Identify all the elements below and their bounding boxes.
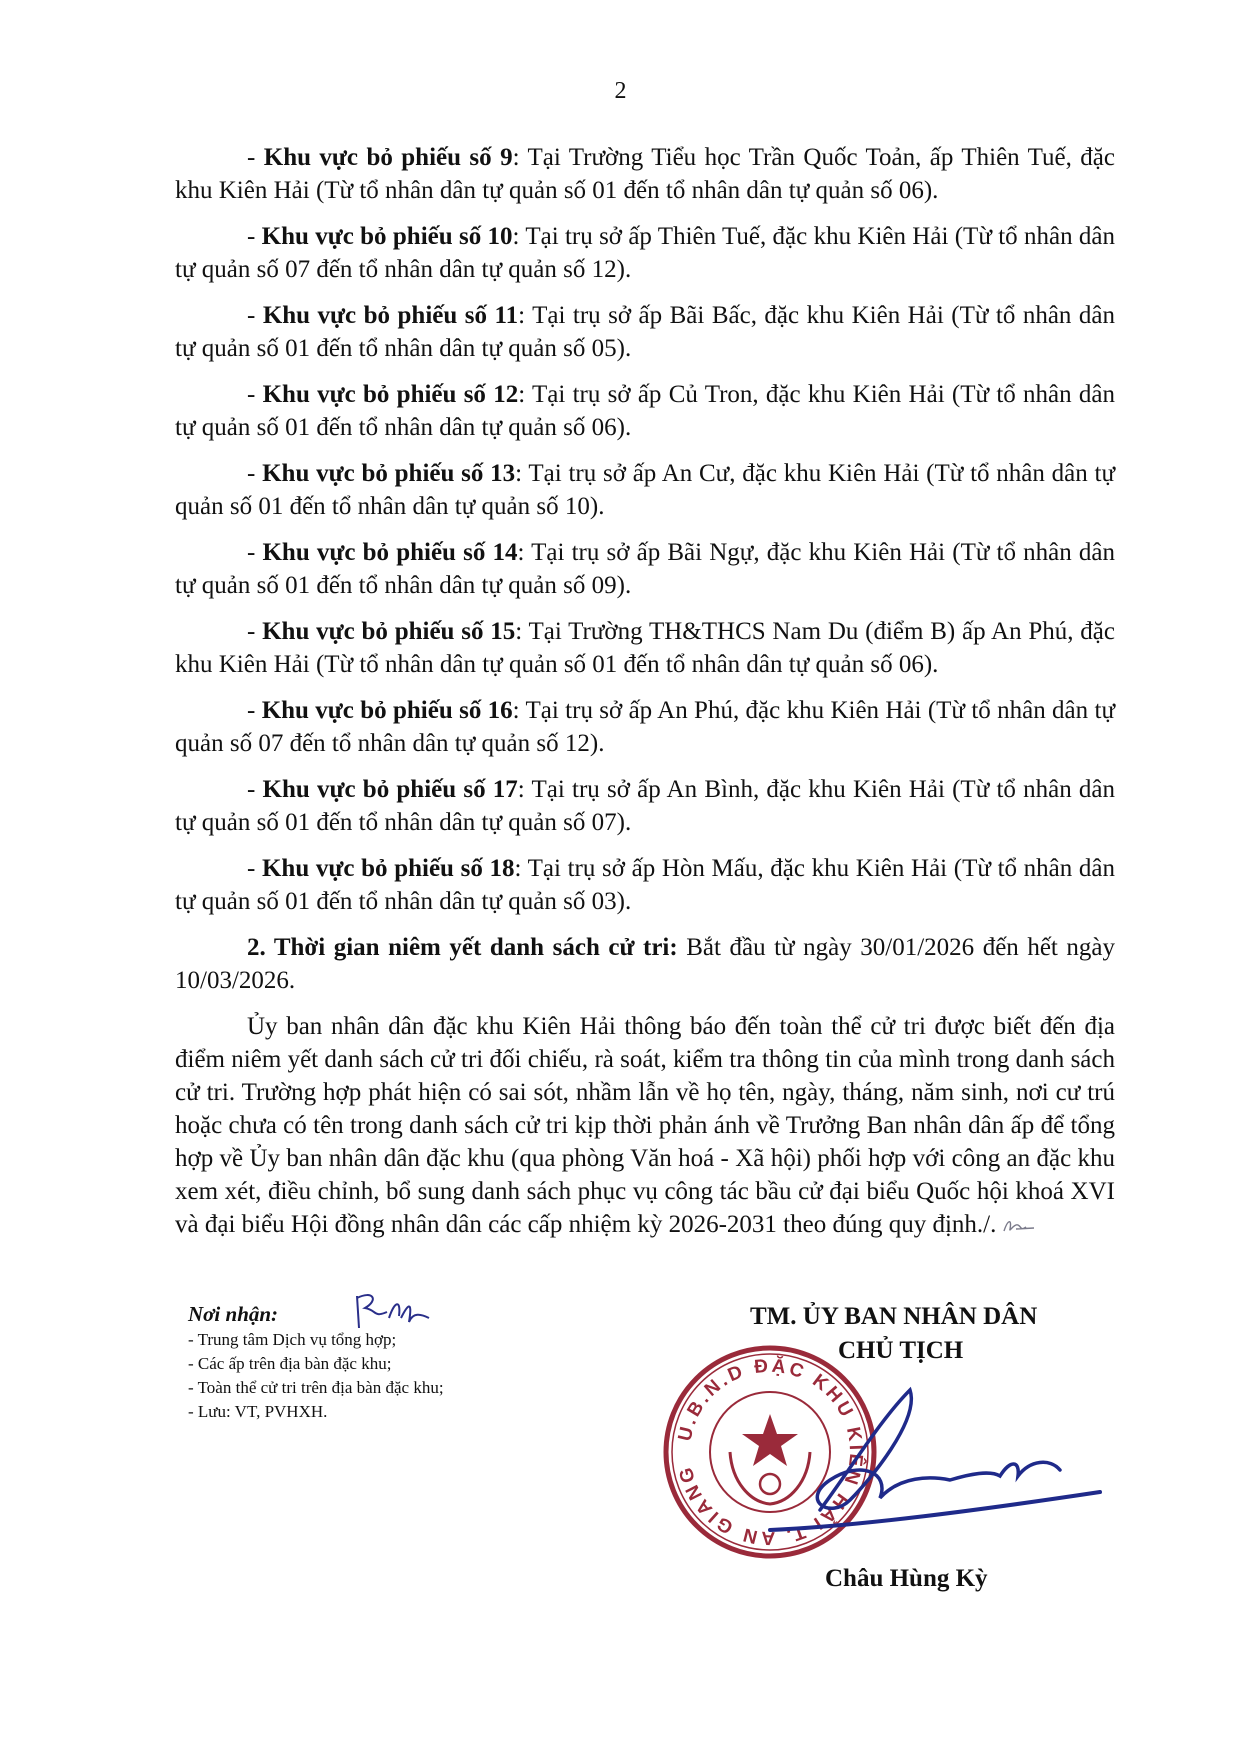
bullet-prefix: - [247, 855, 262, 882]
polling-area-item [175, 694, 1115, 760]
polling-area-label: Khu vực bỏ phiếu số 10 [261, 223, 513, 250]
section-2-text: Bắt đầu từ ngày 30/01/2026 đến hết ngày 10/03/2026. [175, 934, 1115, 994]
polling-area-location: : Tại Trường Tiểu học Trần Quốc Toản, ấp Thiên Tuế, đặc khu Kiên Hải (Từ tổ nhân dân tự quản số 01 đến tổ nhân dân tự quản số 06). [175, 144, 1115, 204]
polling-area-item [175, 141, 1115, 207]
polling-area-location: : Tại trụ sở ấp Củ Tron, đặc khu Kiên Hải (Từ tổ nhân dân tự quản số 01 đến tổ nhân dân tự quản số 06). [175, 381, 1116, 441]
polling-area-location: : Tại trụ sở ấp An Cư, đặc khu Kiên Hải (Từ tổ nhân dân tự quản số 01 đến tổ nhân dân tự quản số 10). [175, 460, 1115, 520]
notice-text: Ủy ban nhân dân đặc khu Kiên Hải thông báo đến toàn thể cử tri được biết đến địa điểm niêm yết danh sách cử tri đối chiếu, rà soát, kiểm tra thông tin của mình trong danh sách cử tri. Trường hợp phát hiện có sai sót, nhầm lẫn về họ tên, ngày, tháng, năm sinh, nơi cư trú hoặc chưa có tên trong danh sách cử tri kịp thời phản ánh về Trưởng Ban nhân dân ấp để tổng hợp về Ủy ban nhân dân đặc khu (qua phòng Văn hoá - Xã hội) phối hợp với công an đặc khu xem xét, điều chỉnh, bổ sung danh sách phục vụ công tác bầu cử đại biểu Quốc hội khoá XVI và đại biểu Hội đồng nhân dân các cấp nhiệm kỳ 2026-2031 theo đúng quy định./. [175, 1013, 1115, 1238]
recipient-item: - Lưu: VT, PVHXH. [188, 1402, 328, 1421]
polling-area-location: : Tại trụ sở ấp Hòn Mấu, đặc khu Kiên Hải (Từ tổ nhân dân tự quản số 01 đến tổ nhân dân tự quản số 03). [175, 855, 1116, 915]
polling-area-label: Khu vực bỏ phiếu số 12 [262, 381, 519, 408]
polling-area-item [175, 615, 1115, 681]
polling-area-item [175, 536, 1115, 602]
document-body [175, 141, 1115, 1241]
polling-area-item [175, 457, 1115, 523]
bullet-prefix: - [247, 460, 263, 487]
section-2-posting-period [175, 931, 1115, 997]
recipient-item: - Trung tâm Dịch vụ tổng hợp; [188, 1330, 397, 1349]
polling-area-label: Khu vực bỏ phiếu số 9 [263, 144, 513, 171]
signer-organization: TM. ỦY BAN NHÂN DÂN [750, 1303, 1038, 1330]
polling-area-location: : Tại trụ sở ấp An Bình, đặc khu Kiên Hải (Từ tổ nhân dân tự quản số 01 đến tổ nhân dân tự quản số 07). [175, 776, 1115, 836]
handwritten-signature [760, 1380, 1110, 1540]
polling-area-item [175, 220, 1115, 286]
bullet-prefix: - [247, 144, 264, 171]
bullet-prefix: - [247, 618, 263, 645]
polling-area-list [175, 141, 1115, 918]
polling-area-label: Khu vực bỏ phiếu số 13 [262, 460, 516, 487]
polling-area-label: Khu vực bỏ phiếu số 18 [261, 855, 515, 882]
polling-area-item [175, 852, 1115, 918]
polling-area-location: : Tại trụ sở ấp Bãi Ngự, đặc khu Kiên Hải (Từ tổ nhân dân tự quản số 01 đến tổ nhân dân tự quản số 09). [175, 539, 1115, 599]
polling-area-item [175, 299, 1115, 365]
polling-area-label: Khu vực bỏ phiếu số 15 [262, 618, 516, 645]
bullet-prefix: - [247, 223, 262, 250]
recipients-block [188, 1302, 608, 1424]
recipients-heading: Nơi nhận: [188, 1302, 279, 1326]
polling-area-item [175, 773, 1115, 839]
polling-area-label: Khu vực bỏ phiếu số 14 [262, 539, 518, 566]
recipients-list [188, 1328, 608, 1424]
recipient-item: - Các ấp trên địa bàn đặc khu; [188, 1354, 392, 1373]
polling-area-location: : Tại trụ sở ấp An Phú, đặc khu Kiên Hải (Từ tổ nhân dân tự quản số 07 đến tổ nhân dân tự quản số 12). [175, 697, 1116, 757]
recipient-initials-signature [343, 1288, 433, 1338]
section-2-heading: 2. Thời gian niêm yết danh sách cử tri: [247, 934, 678, 961]
polling-area-label: Khu vực bỏ phiếu số 17 [262, 776, 518, 803]
polling-area-location: : Tại Trường TH&THCS Nam Du (điểm B) ấp An Phú, đặc khu Kiên Hải (Từ tổ nhân dân tự quản số 01 đến tổ nhân dân tự quản số 06). [175, 618, 1115, 678]
initials-mark [1002, 1215, 1036, 1237]
bullet-prefix: - [247, 539, 263, 566]
signer-name: Châu Hùng Kỳ [825, 1565, 988, 1592]
polling-area-label: Khu vực bỏ phiếu số 16 [261, 697, 513, 724]
bullet-prefix: - [247, 697, 262, 724]
bullet-prefix: - [247, 776, 263, 803]
polling-area-item [175, 378, 1115, 444]
page-number: 2 [614, 78, 627, 104]
bullet-prefix: - [247, 381, 263, 408]
bullet-prefix: - [247, 302, 263, 329]
recipient-item: - Toàn thể cử tri trên địa bàn đặc khu; [188, 1378, 444, 1397]
polling-area-location: : Tại trụ sở ấp Thiên Tuế, đặc khu Kiên Hải (Từ tổ nhân dân tự quản số 07 đến tổ nhân dân tự quản số 12). [175, 223, 1115, 283]
signer-title: CHỦ TỊCH [838, 1337, 964, 1364]
polling-area-location: : Tại trụ sở ấp Bãi Bấc, đặc khu Kiên Hải (Từ tổ nhân dân tự quản số 01 đến tổ nhân dân tự quản số 05). [175, 302, 1115, 362]
polling-area-label: Khu vực bỏ phiếu số 11 [262, 302, 519, 329]
notice-paragraph [175, 1010, 1115, 1241]
seal-ring-text: U.B.N.D ĐẶC KHU KIÊN HẢI T. AN GIANG [674, 1355, 867, 1549]
